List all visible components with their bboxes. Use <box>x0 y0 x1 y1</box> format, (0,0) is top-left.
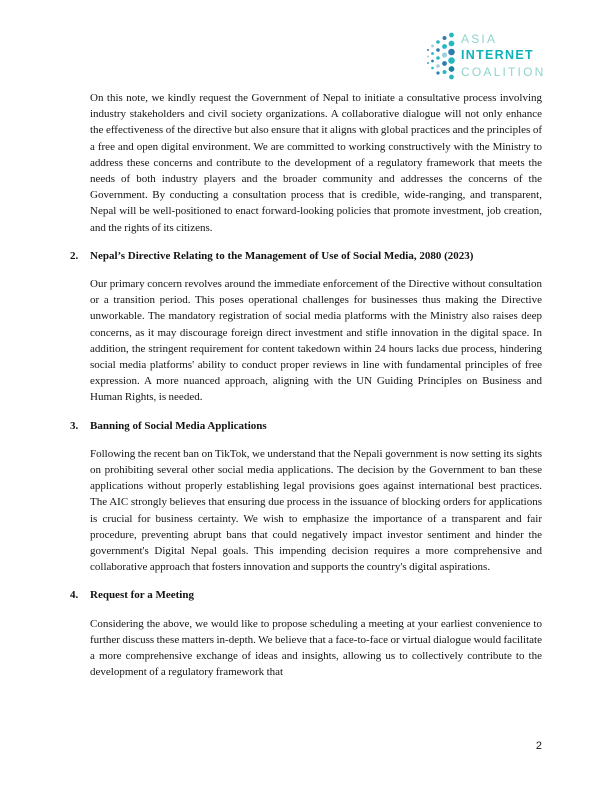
section-title: Nepal’s Directive Relating to the Management of Use of Social Media, 2080 (2023) <box>90 249 474 262</box>
letter-body <box>70 90 542 681</box>
intro-paragraph: On this note, we kindly request the Government of Nepal to initiate a consultative process involving industry stakeholders and civil society organizations. A collaborative dialogue will not only enhance the effectiveness of the directive but also ensure that it aligns with global practices and the principles of a free and open digital environment. We are committed to working constructively with the Ministry to address these concerns and contribute to the development of a regulatory framework that meets the needs of both industry players and the broader community and addresses the concerns of the Government. By conducting a consultation process that is credible, wide-ranging, and transparent, Nepal will be well-positioned to enact forward-looking policies that promote investment, job creation, and the rights of its citizens. <box>90 92 542 234</box>
section-heading <box>70 587 542 603</box>
section-heading <box>70 418 542 434</box>
aic-logo <box>424 29 545 82</box>
section-paragraph: Considering the above, we would like to propose scheduling a meeting at your earliest convenience to further discuss these matters in-depth. We believe that a face-to-face or virtual dialogue would facilitate a more comprehensive exchange of ideas and insights, allowing us to collectively contribute to the development of a regulatory framework that <box>90 617 542 679</box>
section-title: Banning of Social Media Applications <box>90 419 267 432</box>
section-heading <box>70 248 542 264</box>
section-number: 2. <box>70 249 79 262</box>
section-nepal-directive <box>70 248 542 406</box>
logo-word-internet: INTERNET <box>461 48 534 63</box>
section-paragraph: Our primary concern revolves around the immediate enforcement of the Directive without consultation or a transition period. This poses operational challenges for businesses thus making the Directive unworkable. The mandatory registration of social media platforms with the Ministry also raises deep concerns, as it may discourage foreign direct investment and stifle innovation in the digital space. In addition, the stringent requirement for content takedown within 24 hours lacks due process, hindering social media platforms' ability to conduct proper reviews in line with fundamental principles of free expression. A more nuanced approach, aligning with the UN Guiding Principles on Business and Human Rights, is needed. <box>90 278 542 404</box>
aic-logo-wordmark <box>461 31 545 81</box>
logo-word-coalition: COALITION <box>461 64 546 79</box>
aic-logo-dots-icon <box>424 29 455 82</box>
logo-word-asia: ASIA <box>461 31 498 46</box>
section-number: 3. <box>70 419 79 432</box>
section-number: 4. <box>70 589 79 602</box>
page-number: 2 <box>535 740 542 752</box>
section-paragraph: Following the recent ban on TikTok, we understand that the Nepali government is now setting its sights on prohibiting several other social media applications. The decision by the Government to ban these applications without properly establishing legal provisions goes against international best practices. The AIC strongly believes that ensuring due process in the issuance of blocking orders for applications is crucial for business certainty. We wish to emphasize the importance of a transparent and fair procedure, preventing abrupt bans that could negatively impact investor sentiment and hinder the government's Digital Nepal goals. This impending decision requires a more comprehensive and collaborative approach that fosters innovation and supports the country's digital aspirations. <box>90 447 542 574</box>
section-title: Request for a Meeting <box>90 589 194 602</box>
page-footer <box>536 740 542 752</box>
section-meeting-request <box>70 587 542 680</box>
section-banning-apps <box>70 418 542 576</box>
